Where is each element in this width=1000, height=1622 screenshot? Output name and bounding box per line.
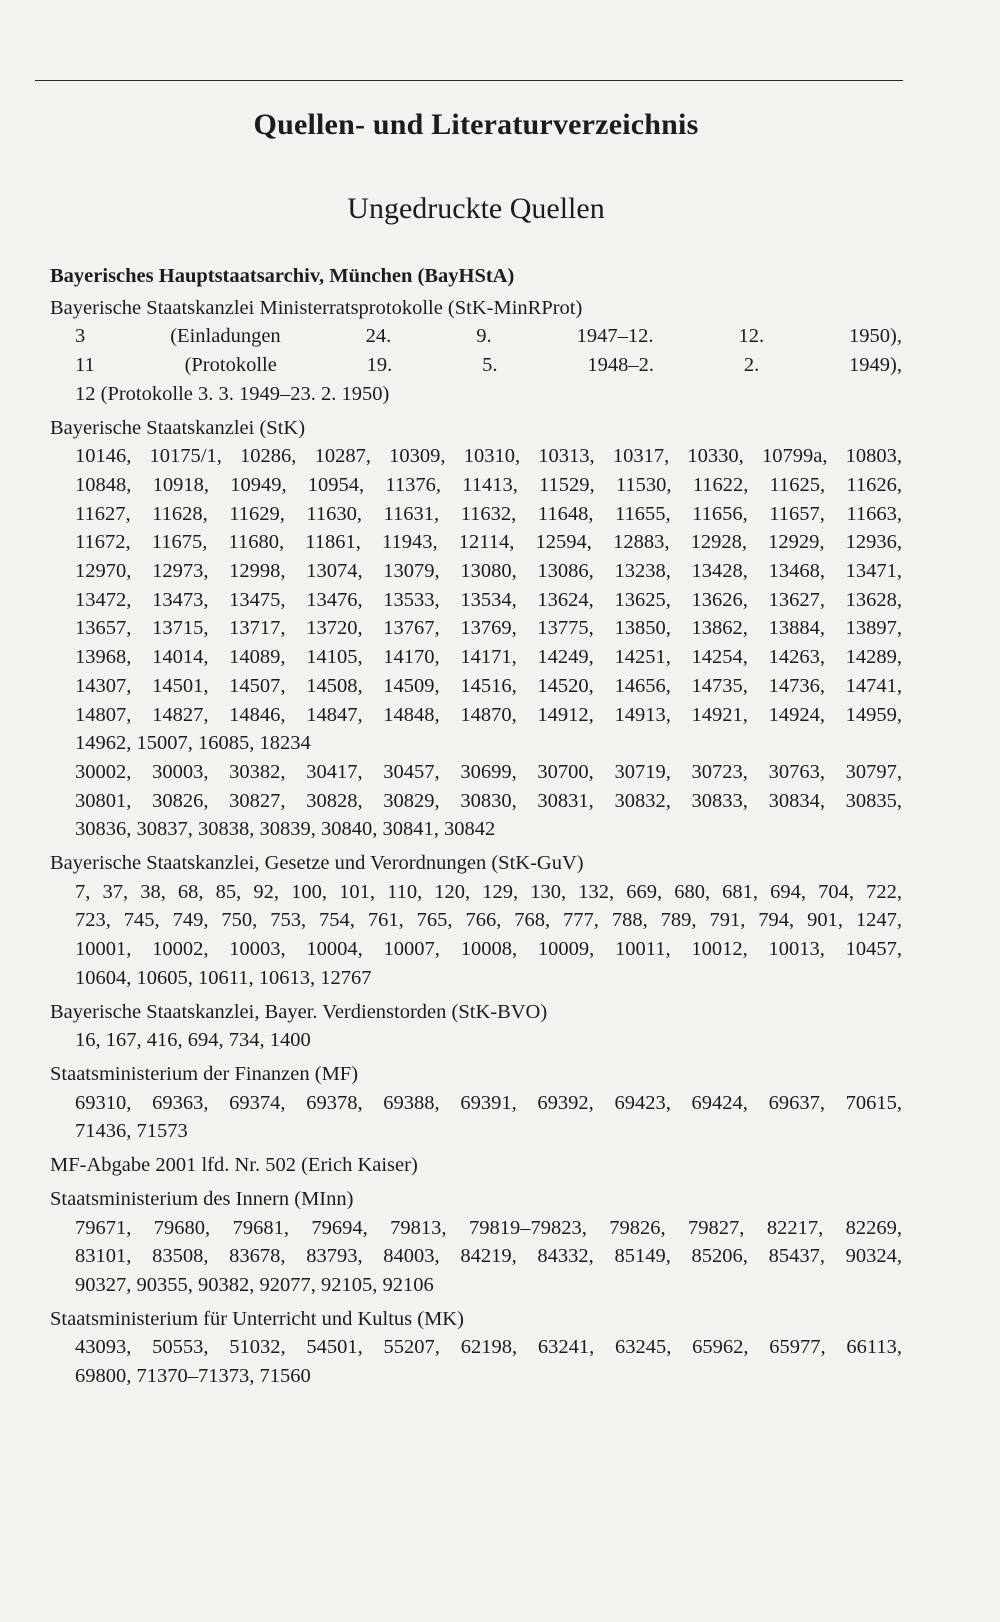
- source-entry-line: 30002, 30003, 30382, 30417, 30457, 30699, 30700, 30719, 30723, 30763, 30797,: [75, 760, 902, 783]
- source-entry-line: 13968, 14014, 14089, 14105, 14170, 14171, 14249, 14251, 14254, 14263, 14289,: [75, 646, 902, 669]
- source-entry-title: Bayerische Staatskanzlei, Gesetze und Verordnungen (StK-GuV): [50, 852, 584, 875]
- source-entry-line: 43093, 50553, 51032, 54501, 55207, 62198, 63241, 63245, 65962, 65977, 66113,: [75, 1336, 902, 1359]
- source-entry-line: 12970, 12973, 12998, 13074, 13079, 13080, 13086, 13238, 13428, 13468, 13471,: [75, 560, 902, 583]
- source-list: [50, 262, 902, 1396]
- source-entry-line: 14807, 14827, 14846, 14847, 14848, 14870, 14912, 14913, 14921, 14924, 14959,: [75, 703, 902, 726]
- source-entry-line: 83101, 83508, 83678, 83793, 84003, 84219, 84332, 85149, 85206, 85437, 90324,: [75, 1245, 902, 1268]
- source-entry: [50, 414, 902, 845]
- source-entry-line: 13657, 13715, 13717, 13720, 13767, 13769, 13775, 13850, 13862, 13884, 13897,: [75, 617, 902, 640]
- archive-heading: Bayerisches Hauptstaatsarchiv, München (BayHStA): [50, 265, 515, 287]
- page-title: Quellen- und Literaturverzeichnis: [253, 108, 699, 141]
- section-subtitle: Ungedruckte Quellen: [347, 192, 605, 225]
- source-entry-line: 7, 37, 38, 68, 85, 92, 100, 101, 110, 120, 129, 130, 132, 669, 680, 681, 694, 704, 722,: [75, 880, 902, 903]
- source-entry-line: 10604, 10605, 10611, 10613, 12767: [75, 966, 372, 989]
- source-entry-title: Staatsministerium der Finanzen (MF): [50, 1062, 359, 1085]
- source-entry-title: MF-Abgabe 2001 lfd. Nr. 502 (Erich Kaiser): [50, 1154, 418, 1177]
- source-entry-line: 11627, 11628, 11629, 11630, 11631, 11632, 11648, 11655, 11656, 11657, 11663,: [75, 502, 902, 525]
- source-entry-line: 723, 745, 749, 750, 753, 754, 761, 765, 766, 768, 777, 788, 789, 791, 794, 901, 1247,: [75, 909, 902, 932]
- source-entry: [50, 1060, 902, 1146]
- source-entry: [50, 1305, 902, 1391]
- source-entry-line: 16, 167, 416, 694, 734, 1400: [75, 1029, 311, 1052]
- source-entry-line: 3 (Einladungen 24. 9. 1947–12. 12. 1950),: [75, 325, 902, 348]
- source-entry-title: Staatsministerium des Innern (MInn): [50, 1187, 354, 1210]
- source-entry-title: Bayerische Staatskanzlei (StK): [50, 416, 306, 439]
- source-entry-line: 14307, 14501, 14507, 14508, 14509, 14516, 14520, 14656, 14735, 14736, 14741,: [75, 674, 902, 697]
- source-entry-title: Bayerische Staatskanzlei Ministerratsprotokolle (StK-MinRProt): [50, 296, 583, 319]
- source-entry-line: 90327, 90355, 90382, 92077, 92105, 92106: [75, 1273, 434, 1296]
- source-entry-title: Staatsministerium für Unterricht und Kultus (MK): [50, 1307, 464, 1330]
- source-entry-line: 10848, 10918, 10949, 10954, 11376, 11413, 11529, 11530, 11622, 11625, 11626,: [75, 473, 902, 496]
- source-entry-line: 71436, 71573: [75, 1120, 188, 1143]
- header-rule: [35, 80, 903, 81]
- source-entry: [50, 849, 902, 993]
- source-entry-line: 69310, 69363, 69374, 69378, 69388, 69391, 69392, 69423, 69424, 69637, 70615,: [75, 1091, 902, 1114]
- source-entry-line: 10001, 10002, 10003, 10004, 10007, 10008, 10009, 10011, 10012, 10013, 10457,: [75, 938, 902, 961]
- source-entry: [50, 1185, 902, 1300]
- source-entry-line: 11 (Protokolle 19. 5. 1948–2. 2. 1949),: [75, 354, 902, 377]
- source-entry: [50, 1151, 902, 1180]
- source-entry-line: 30836, 30837, 30838, 30839, 30840, 30841, 30842: [75, 818, 496, 841]
- source-entry-line: 13472, 13473, 13475, 13476, 13533, 13534, 13624, 13625, 13626, 13627, 13628,: [75, 588, 902, 611]
- source-entry-line: 14962, 15007, 16085, 18234: [75, 732, 311, 755]
- source-entry-line: 79671, 79680, 79681, 79694, 79813, 79819–79823, 79826, 79827, 82217, 82269,: [75, 1216, 902, 1239]
- entry-list: [50, 294, 902, 1391]
- source-entry-line: 11672, 11675, 11680, 11861, 11943, 12114, 12594, 12883, 12928, 12929, 12936,: [75, 531, 902, 554]
- source-entry-title: Bayerische Staatskanzlei, Bayer. Verdienstorden (StK-BVO): [50, 1000, 548, 1023]
- source-entry-line: 12 (Protokolle 3. 3. 1949–23. 2. 1950): [75, 382, 390, 405]
- source-entry-line: 69800, 71370–71373, 71560: [75, 1365, 311, 1388]
- source-entry-line: 30801, 30826, 30827, 30828, 30829, 30830, 30831, 30832, 30833, 30834, 30835,: [75, 789, 902, 812]
- source-entry: [50, 294, 902, 409]
- source-entry-line: 10146, 10175/1, 10286, 10287, 10309, 10310, 10313, 10317, 10330, 10799a, 10803,: [75, 445, 902, 468]
- source-entry: [50, 998, 902, 1055]
